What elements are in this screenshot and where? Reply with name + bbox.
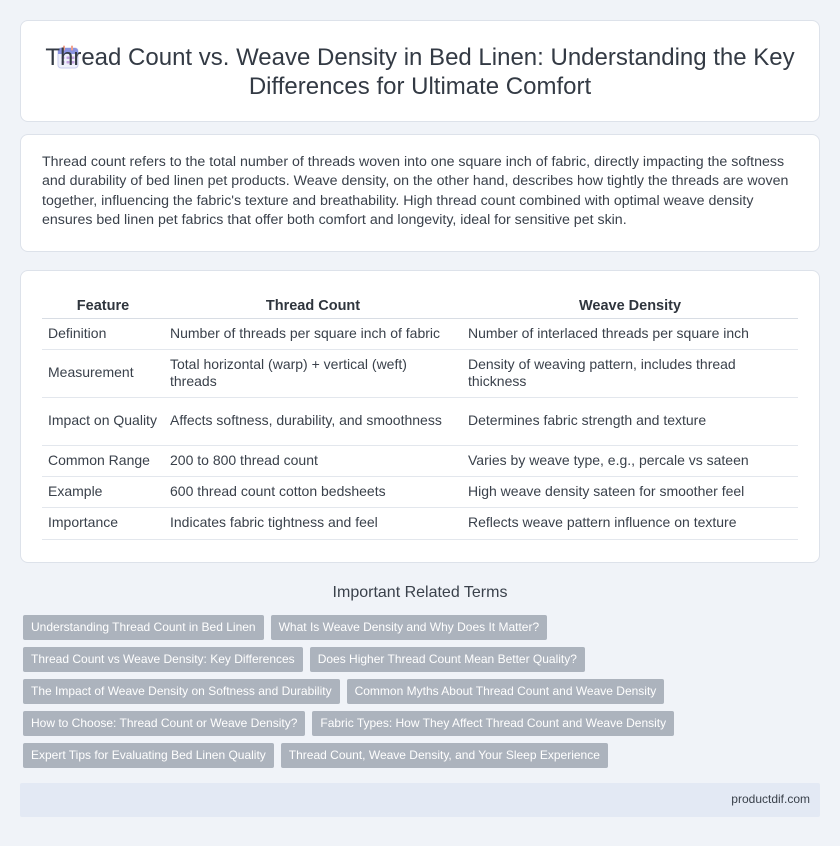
comparison-table bbox=[42, 297, 798, 540]
header-weave-density: Weave Density bbox=[462, 297, 798, 318]
thread-count-cell: Number of threads per square inch of fabric bbox=[164, 318, 462, 349]
related-terms-list bbox=[23, 615, 823, 775]
intro-card bbox=[20, 134, 820, 252]
related-term-tag[interactable]: Understanding Thread Count in Bed Linen bbox=[23, 615, 264, 640]
feature-cell: Common Range bbox=[42, 445, 164, 476]
related-term-tag[interactable]: Expert Tips for Evaluating Bed Linen Quality bbox=[23, 743, 274, 768]
intro-paragraph: Thread count refers to the total number of threads woven into one square inch of fabric, directly impacting the softness and durability of bed linen pet products. Weave density, on the other hand, describes how tightly the threads are woven together, influencing the fabric's texture and breathability. High thread count combined with optimal weave density ensures bed linen pet fabrics that offer both comfort and longevity, ideal for sensitive pet skin. bbox=[42, 154, 789, 229]
feature-cell: Definition bbox=[42, 318, 164, 349]
header-feature: Feature bbox=[42, 297, 164, 318]
related-term-tag[interactable]: What Is Weave Density and Why Does It Matter? bbox=[271, 615, 548, 640]
weave-density-cell: Varies by weave type, e.g., percale vs sateen bbox=[462, 445, 798, 476]
related-term-tag[interactable]: The Impact of Weave Density on Softness and Durability bbox=[23, 679, 340, 704]
thread-count-cell: Total horizontal (warp) + vertical (weft) threads bbox=[164, 349, 462, 397]
thread-count-cell: 600 thread count cotton bedsheets bbox=[164, 476, 462, 507]
table-row bbox=[42, 476, 798, 507]
thread-count-cell: 200 to 800 thread count bbox=[164, 445, 462, 476]
thread-count-cell: Affects softness, durability, and smoothness bbox=[164, 397, 462, 445]
related-term-tag[interactable]: Thread Count vs Weave Density: Key Differences bbox=[23, 647, 303, 672]
title-card bbox=[20, 20, 820, 122]
weave-density-cell: Number of interlaced threads per square inch bbox=[462, 318, 798, 349]
thread-count-cell: Indicates fabric tightness and feel bbox=[164, 507, 462, 539]
table-header-row bbox=[42, 297, 798, 318]
footer-site-name: productdif.com bbox=[731, 792, 810, 806]
feature-cell: Impact on Quality bbox=[42, 397, 164, 445]
weave-density-cell: High weave density sateen for smoother feel bbox=[462, 476, 798, 507]
related-term-tag[interactable]: Common Myths About Thread Count and Weave Density bbox=[347, 679, 665, 704]
related-terms-heading: Important Related Terms bbox=[332, 584, 508, 601]
comparison-card bbox=[20, 270, 820, 563]
related-term-tag[interactable]: Does Higher Thread Count Mean Better Quality? bbox=[310, 647, 585, 672]
table-row bbox=[42, 445, 798, 476]
related-term-tag[interactable]: Thread Count, Weave Density, and Your Sleep Experience bbox=[281, 743, 608, 768]
table-row bbox=[42, 349, 798, 397]
feature-cell: Example bbox=[42, 476, 164, 507]
header-thread-count: Thread Count bbox=[164, 297, 462, 318]
weave-density-cell: Determines fabric strength and texture bbox=[462, 397, 798, 445]
weave-density-cell: Density of weaving pattern, includes thread thickness bbox=[462, 349, 798, 397]
weave-density-cell: Reflects weave pattern influence on texture bbox=[462, 507, 798, 539]
feature-cell: Importance bbox=[42, 507, 164, 539]
related-term-tag[interactable]: Fabric Types: How They Affect Thread Count and Weave Density bbox=[312, 711, 674, 736]
page-title: Thread Count vs. Weave Density in Bed Linen: Understanding the Key Differences for Ultimate Comfort bbox=[45, 44, 795, 100]
table-row bbox=[42, 507, 798, 539]
table-row bbox=[42, 318, 798, 349]
related-term-tag[interactable]: How to Choose: Thread Count or Weave Density? bbox=[23, 711, 305, 736]
footer bbox=[20, 783, 820, 817]
feature-cell: Measurement bbox=[42, 349, 164, 397]
table-row bbox=[42, 397, 798, 445]
